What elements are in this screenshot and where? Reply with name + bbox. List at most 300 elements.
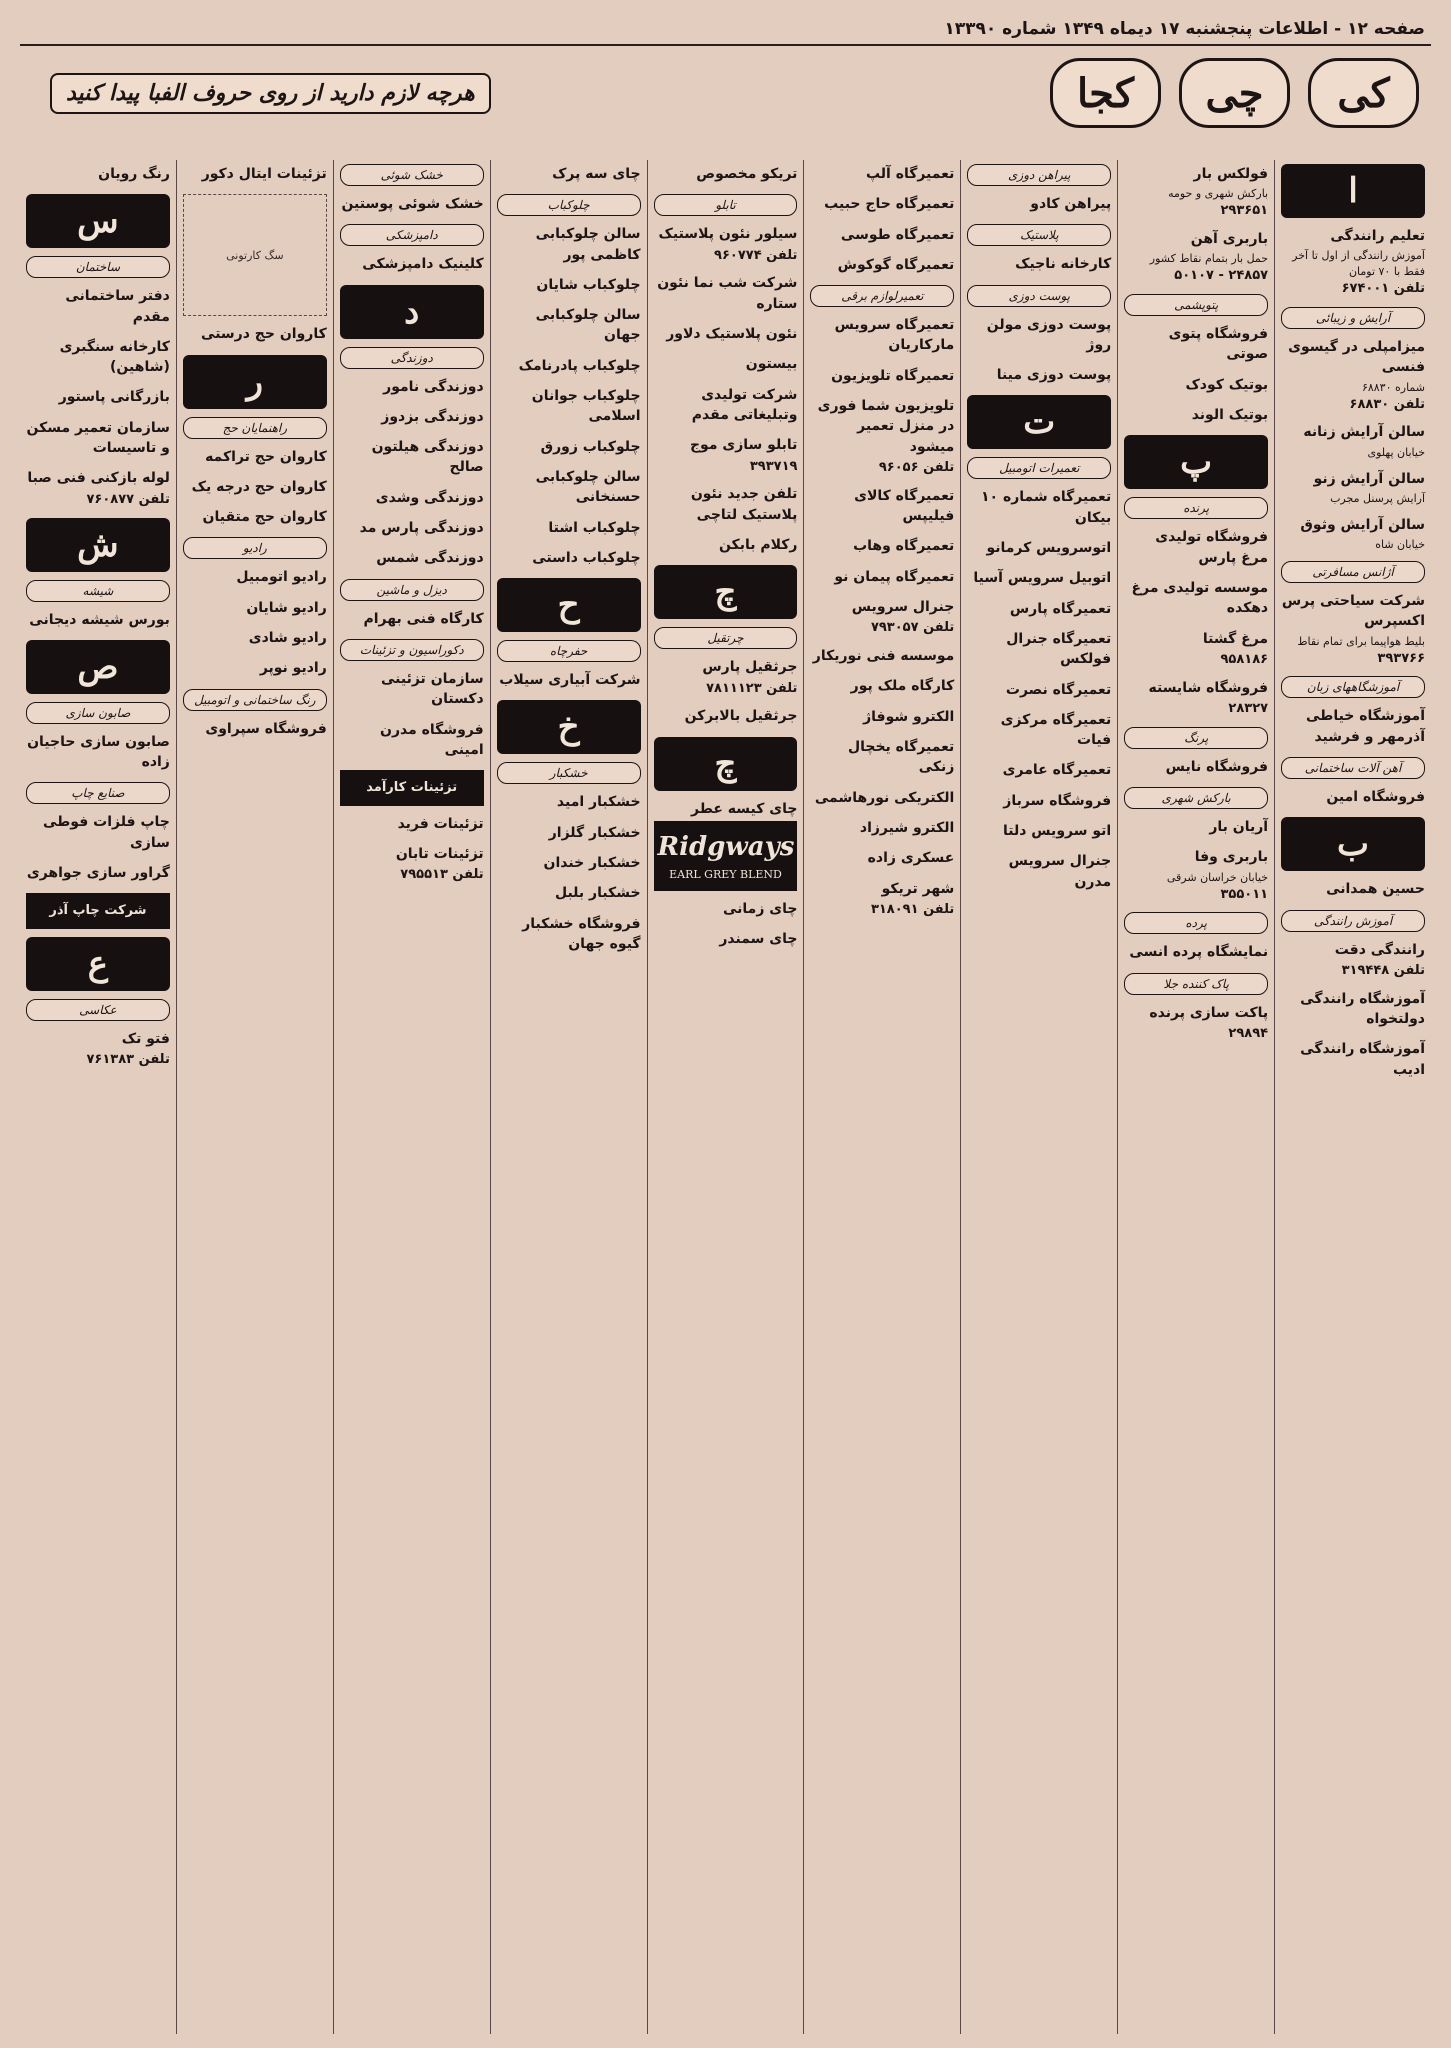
classified-ad xyxy=(967,710,1111,753)
ad-title: کاروان حج درستی xyxy=(201,326,327,343)
classified-ad xyxy=(1124,629,1268,670)
classified-ad xyxy=(1281,1039,1425,1082)
ad-title: چاپ فلزات فوطی سازی xyxy=(42,814,170,851)
ad-title: فروشگاه نایس xyxy=(1165,758,1269,775)
classified-ad xyxy=(810,255,954,277)
ad-title: خشکبار خندان xyxy=(543,855,641,872)
classified-ad xyxy=(810,225,954,247)
illustration: سگ کارتونی xyxy=(183,194,327,316)
newspaper-page xyxy=(20,14,1431,2034)
classified-ad xyxy=(497,386,641,429)
column-2 xyxy=(1117,160,1274,2034)
classified-ad xyxy=(1281,591,1425,668)
classified-ad xyxy=(340,488,484,510)
classified-ad xyxy=(26,164,170,186)
ad-title: بورس شیشه دیجانی xyxy=(29,611,170,628)
ad-phone: ۲۹۸۹۴ xyxy=(1228,1026,1269,1042)
section-letter: ت xyxy=(967,395,1111,449)
classified-ad xyxy=(1124,527,1268,570)
category-header: راهنمایان حج xyxy=(183,417,327,439)
column-5 xyxy=(647,160,804,2034)
section-letter: پ xyxy=(1124,435,1268,489)
classified-ad xyxy=(654,164,798,186)
category-header: پوست دوزی xyxy=(967,285,1111,307)
ad-title: خشکبار بلبل xyxy=(554,885,641,902)
ad-body: شماره ۶۸۸۳۰ xyxy=(1361,380,1425,394)
ad-title: نئون پلاستیک دلاور xyxy=(666,326,798,343)
ad-title: تعمیرگاه یخچال زنکی xyxy=(847,739,955,776)
classified-ad xyxy=(1281,940,1425,981)
ad-title: دوزندگی هیلتون صالح xyxy=(371,439,484,476)
ad-title: چلوکباب اشتا xyxy=(548,519,641,536)
classified-ad xyxy=(183,324,327,346)
ad-title: دوزندگی بزدوز xyxy=(381,408,484,425)
category-header: آژانس مسافرتی xyxy=(1281,561,1425,583)
classified-ad xyxy=(497,224,641,267)
ad-title: پاکت سازی پرنده xyxy=(1149,1004,1269,1021)
classified-ad xyxy=(1281,879,1425,901)
ad-title: فروشگاه شایسته xyxy=(1148,679,1269,696)
category-header: آموزش رانندگی xyxy=(1281,910,1425,932)
ad-phone: ۳۵۵۰۱۱ xyxy=(1220,886,1269,902)
category-header: بارکش شهری xyxy=(1124,787,1268,809)
classified-ad xyxy=(340,407,484,429)
ad-title: تابلو سازی موج xyxy=(689,437,798,454)
ad-phone: ۹۵۸۱۸۶ xyxy=(1220,651,1269,667)
column-7 xyxy=(333,160,490,2034)
ad-title: تعمیرگاه گوکوش xyxy=(837,256,955,273)
ad-phone: ۳۹۳۷۱۹ xyxy=(749,458,798,474)
ad-body: آموزش رانندگی از اول تا آخر فقط با ۷۰ تومان xyxy=(1292,249,1425,279)
ad-phone: تلفن ۷۶۱۳۸۳ xyxy=(86,1052,170,1068)
ad-title: فروشگاه سرباز xyxy=(1003,792,1112,809)
ad-phone: تلفن ۶۸۸۳۰ xyxy=(1349,396,1425,412)
classified-ad xyxy=(1281,226,1425,299)
classified-ad xyxy=(1124,375,1268,397)
classified-ad xyxy=(967,194,1111,216)
ad-title: خشکبار امید xyxy=(556,794,641,811)
brand-sub: EARL GREY BLEND xyxy=(669,867,782,881)
ad-title: کلینیک دامپزشکی xyxy=(362,256,484,273)
ad-title: تزئینات فرید xyxy=(397,815,484,832)
classified-ad xyxy=(497,914,641,957)
ad-title: تعمیرگاه شماره ۱۰ بیکان xyxy=(981,489,1112,526)
classified-ad xyxy=(810,879,954,920)
column-6 xyxy=(490,160,647,2034)
column-4 xyxy=(803,160,960,2034)
ad-title: جرثقیل پارس xyxy=(702,659,798,676)
classified-ad xyxy=(967,254,1111,276)
classified-ad xyxy=(654,435,798,476)
classified-ad xyxy=(340,548,484,570)
classified-ad xyxy=(340,518,484,540)
classified-ad xyxy=(26,1029,170,1070)
classified-ad xyxy=(183,658,327,680)
classified-ad xyxy=(654,899,798,921)
classified-ad xyxy=(497,883,641,905)
classified-ad xyxy=(654,657,798,698)
category-header: پلاستیک xyxy=(967,224,1111,246)
ad-title: آموزشگاه رانندگی دولتخواه xyxy=(1300,990,1425,1028)
classified-ad xyxy=(183,164,327,186)
column-9 xyxy=(20,160,176,2034)
ad-title: رنگ رویان xyxy=(98,166,170,182)
ad-phone: ۳۹۳۷۶۶ xyxy=(1377,650,1425,666)
ad-title: الکترو شوفاژ xyxy=(863,708,955,725)
classified-ad xyxy=(1281,469,1425,507)
category-header: دامپزشکی xyxy=(340,224,484,246)
classified-ad xyxy=(654,224,798,265)
ad-title: سالن آرایش زنانه xyxy=(1303,424,1425,441)
ad-phone: ۲۸۳۲۷ xyxy=(1228,700,1269,716)
classified-ad xyxy=(26,610,170,632)
classified-ad xyxy=(967,315,1111,358)
category-header: رنگ ساختمانی و اتومبیل xyxy=(183,689,327,711)
classified-ad xyxy=(340,669,484,712)
ad-title: الکتریکی نورهاشمی xyxy=(814,789,955,806)
classified-ad xyxy=(967,821,1111,843)
ad-title: الکترو شیرزاد xyxy=(859,819,955,836)
classified-ad xyxy=(183,719,327,741)
classified-ad xyxy=(1124,817,1268,839)
ad-title: پوست دوزی مینا xyxy=(996,367,1112,384)
classified-ad xyxy=(26,863,170,885)
section-letter: چ xyxy=(654,737,798,791)
section-letter: ب xyxy=(1281,817,1425,871)
classified-ad xyxy=(26,732,170,775)
ad-title: تعمیرگاه پیمان نو xyxy=(834,568,955,585)
classified-ad xyxy=(810,676,954,698)
ad-title: رادیو شادی xyxy=(248,630,327,647)
header-text: صفحه ۱۲ - اطلاعات پنجشنبه ۱۷ دیماه ۱۳۴۹ شماره ۱۳۳۹۰ xyxy=(944,19,1425,39)
classified-ad xyxy=(1124,324,1268,367)
category-header: حفرچاه xyxy=(497,640,641,662)
ad-columns xyxy=(20,160,1431,2034)
ad-title: آموزشگاه رانندگی ادیب xyxy=(1300,1041,1425,1078)
category-header: دوزندگی xyxy=(340,347,484,369)
classified-ad xyxy=(967,487,1111,530)
classified-ad xyxy=(810,366,954,388)
classified-ad xyxy=(810,315,954,358)
ad-title: مرغ گشتا xyxy=(1202,630,1269,647)
classified-ad xyxy=(497,518,641,540)
ad-title: چلوکباب داستی xyxy=(532,549,641,566)
category-header: تابلو xyxy=(654,194,798,216)
ad-title: خشک شوئی پوستین xyxy=(341,196,484,212)
classified-ad xyxy=(26,387,170,409)
classified-ad xyxy=(810,536,954,558)
classified-ad xyxy=(1124,405,1268,427)
ad-title: موسسه تولیدی مرغ دهکده xyxy=(1131,579,1269,617)
category-header: پتوپشمی xyxy=(1124,294,1268,316)
ad-title: چلوکباب پادرنامک xyxy=(518,357,641,374)
category-header: آموزشگاههای زبان xyxy=(1281,676,1425,698)
classified-ad xyxy=(967,791,1111,813)
ad-title: اتوبیل سرویس آسیا xyxy=(973,570,1112,587)
ad-title: رکلام بابکن xyxy=(718,536,798,553)
classified-ad xyxy=(26,337,170,380)
classified-ad xyxy=(26,286,170,329)
ad-title: تعمیرگاه پارس xyxy=(1009,600,1112,617)
ad-title: کاروان حج تراکمه xyxy=(205,448,327,465)
ad-title: رادیو نوپر xyxy=(259,660,327,677)
classified-ad xyxy=(1124,847,1268,904)
classified-ad xyxy=(810,818,954,840)
classified-ad xyxy=(1124,578,1268,621)
ad-title: سازمان تزئینی دکستان xyxy=(381,670,484,708)
ad-title: تزئینات ایتال دکور xyxy=(201,166,327,182)
category-header: پرنگ xyxy=(1124,727,1268,749)
ad-body: خیابان شاه xyxy=(1375,538,1425,552)
classified-ad xyxy=(340,720,484,763)
classified-ad xyxy=(340,814,484,836)
ad-title: تعمیرگاه وهاب xyxy=(853,538,955,555)
ad-title: لوله بازکنی فنی صبا xyxy=(27,470,170,487)
category-header: آهن آلات ساختمانی xyxy=(1281,757,1425,779)
ad-title: فروشگاه مدرن امینی xyxy=(380,721,484,758)
classified-ad xyxy=(497,356,641,378)
ad-phone: تلفن ۷۸۱۱۱۲۳ xyxy=(706,680,798,696)
classified-ad xyxy=(340,377,484,399)
classified-ad xyxy=(1124,229,1268,286)
section-letter: ح xyxy=(497,578,641,632)
classified-ad xyxy=(1281,422,1425,460)
ad-body: حمل بار بتمام نقاط کشور xyxy=(1149,252,1269,266)
ad-title: تریکو مخصوص xyxy=(696,166,798,182)
ad-title: بوتیک کودک xyxy=(1185,376,1269,393)
classified-ad xyxy=(967,851,1111,894)
ad-phone: تلفن ۳۱۸۰۹۱ xyxy=(870,901,955,917)
masthead-koja: کجا xyxy=(1050,58,1161,128)
classified-ad xyxy=(497,853,641,875)
ad-title: تعمیرگاه کالای فیلیپس xyxy=(854,487,955,525)
ad-title: جنرال سرویس xyxy=(851,599,955,615)
classified-ad xyxy=(810,164,954,186)
ad-phone: تلفن ۹۶۰۷۷۴ xyxy=(714,247,798,263)
brand-name: Ridgways xyxy=(657,831,795,862)
classified-ad xyxy=(340,254,484,276)
ad-title: تعمیرگاه جنرال فولکس xyxy=(1006,630,1112,668)
ad-phone: تلفن ۶۷۴۰۰۱ xyxy=(1341,281,1425,297)
ad-title: حسین همدانی xyxy=(1326,881,1425,898)
classified-ad xyxy=(497,437,641,459)
classified-ad xyxy=(183,447,327,469)
ad-title: شرکت تولیدی وتبلیغاتی مقدم xyxy=(691,386,798,423)
featured-ad: شرکت چاپ آذر xyxy=(26,893,170,929)
classified-ad xyxy=(26,418,170,461)
ad-title: چای سه پرک xyxy=(552,166,641,182)
category-header: خشک شوئی xyxy=(340,164,484,186)
section-letter: چ xyxy=(654,565,798,619)
classified-ad xyxy=(810,396,954,478)
ad-title: تعمیرگاه حاج حبیب xyxy=(824,196,955,213)
classified-ad xyxy=(183,567,327,589)
classified-ad xyxy=(810,597,954,638)
category-header: پاک کننده جلا xyxy=(1124,973,1268,995)
classified-ad xyxy=(340,437,484,480)
category-header: تعمیرات اتومبیل xyxy=(967,457,1111,479)
ad-title: تزئینات تابان xyxy=(395,845,484,862)
classified-ad xyxy=(1281,787,1425,809)
masthead-chi: چی xyxy=(1179,58,1290,128)
ad-phone: تلفن ۳۱۹۴۴۸ xyxy=(1341,962,1425,978)
classified-ad xyxy=(497,305,641,348)
ad-title: کارگاه ملک پور xyxy=(850,678,955,695)
classified-ad xyxy=(1124,164,1268,221)
category-header: رادیو xyxy=(183,537,327,559)
ad-title: پوست دوزی مولن روژ xyxy=(986,316,1112,353)
classified-ad xyxy=(810,646,954,668)
classified-ad xyxy=(654,484,798,527)
ad-body: خیابان خراسان شرقی xyxy=(1166,870,1269,884)
ad-title: تعمیرگاه عامری xyxy=(1002,762,1112,779)
ad-title: فروشگاه پتوی صوتی xyxy=(1168,326,1269,363)
featured-ad: تزئینات کارآمد xyxy=(340,770,484,806)
category-header: صنایع چاپ xyxy=(26,782,170,804)
section-letter: ع xyxy=(26,937,170,991)
classified-ad xyxy=(183,507,327,529)
ad-title: شرکت سیاحتی پرس اکسپرس xyxy=(1281,593,1425,630)
slogan: هرچه لازم دارید از روی حروف الفبا پیدا کنید xyxy=(50,73,491,114)
ad-title: تعمیرگاه آلپ xyxy=(865,166,955,182)
category-header: پرده xyxy=(1124,912,1268,934)
column-1 xyxy=(1274,160,1431,2034)
classified-ad xyxy=(183,628,327,650)
classified-ad xyxy=(183,598,327,620)
ad-title: کارخانه سنگبری (شاهین) xyxy=(59,338,170,376)
section-letter: س xyxy=(26,194,170,248)
ad-title: سیلور نئون پلاستیک xyxy=(658,226,798,243)
ad-title: رادیو شایان xyxy=(246,599,327,616)
ad-title: اتو سرویس دلتا xyxy=(1002,823,1112,840)
ad-title: کارخانه ناجیک xyxy=(1015,256,1112,273)
ad-title: نمایشگاه پرده انسی xyxy=(1129,944,1269,961)
ad-title: رانندگی دقت xyxy=(1334,941,1425,958)
classified-ad xyxy=(1281,989,1425,1032)
ad-title: دوزندگی شمس xyxy=(376,550,484,567)
ad-title: آریان بار xyxy=(1209,819,1269,836)
ad-title: کاروان حج درجه یک xyxy=(191,478,327,495)
ad-title: فروشگاه سپراوی xyxy=(205,720,327,737)
ad-title: فروشگاه تولیدی مرغ پارس xyxy=(1155,529,1269,566)
category-header: عکاسی xyxy=(26,999,170,1021)
classified-ad xyxy=(654,273,798,316)
ad-title: شهر تریکو xyxy=(881,880,955,897)
classified-ad xyxy=(654,324,798,346)
classified-ad xyxy=(497,548,641,570)
ad-title: شرکت شب نما نئون ستاره xyxy=(657,275,798,312)
classified-ad xyxy=(497,823,641,845)
ad-title: چای کیسه عطر xyxy=(691,800,798,817)
classified-ad xyxy=(967,680,1111,702)
ad-title: خشکبار گلزار xyxy=(548,824,641,841)
ad-phone: تلفن ۷۶۰۸۷۷ xyxy=(86,491,170,507)
ad-title: سالن آرایش وثوق xyxy=(1300,516,1425,533)
classified-ad xyxy=(1124,757,1268,779)
ad-title: باربری آهن xyxy=(1190,231,1269,248)
ad-title: دوزندگی پارس مد xyxy=(359,520,484,537)
classified-ad xyxy=(497,670,641,692)
page-header-line xyxy=(20,14,1431,46)
ad-title: صابون سازی حاجیان زاده xyxy=(27,733,170,771)
ad-title: تعلیم رانندگی xyxy=(1330,228,1425,244)
ad-title: تعمیرگاه تلویزیون xyxy=(831,367,955,384)
category-header: آرایش و زیبائی xyxy=(1281,307,1425,329)
classified-ad xyxy=(497,467,641,510)
section-letter: د xyxy=(340,285,484,339)
classified-ad xyxy=(967,568,1111,590)
ad-title: موسسه فنی نوریکار xyxy=(812,648,955,665)
ad-title: آموزشگاه خیاطی آذرمهر و فرشید xyxy=(1305,708,1425,745)
ad-title: پیراهن کادو xyxy=(1030,196,1112,212)
ad-title: سازمان تعمیر مسکن و تاسیسات xyxy=(26,419,170,457)
masthead xyxy=(20,54,1431,132)
classified-ad xyxy=(810,707,954,729)
classified-ad xyxy=(967,599,1111,621)
ad-phone: تلفن ۷۹۵۵۱۳ xyxy=(400,867,484,883)
ad-title: سالن آرایش زنو xyxy=(1313,470,1425,487)
ad-title: چلوکباب زورق xyxy=(540,438,641,455)
classified-ad xyxy=(967,629,1111,672)
section-letter: ر xyxy=(183,355,327,409)
ad-title: میزامپلی در گیسوی فنسی xyxy=(1288,339,1425,376)
classified-ad xyxy=(1281,337,1425,414)
ad-title: تلفن جدید نئون پلاستیک لتاچی xyxy=(690,486,798,523)
category-header: صابون سازی xyxy=(26,702,170,724)
classified-ad xyxy=(497,164,641,186)
ad-body: بارکش شهری و حومه xyxy=(1168,187,1269,201)
ad-title: جرثقیل بالابرکن xyxy=(684,708,798,725)
classified-ad xyxy=(497,792,641,814)
classified-ad xyxy=(654,706,798,728)
ad-body: آرایش پرسنل مجرب xyxy=(1330,491,1425,505)
classified-ad xyxy=(26,812,170,855)
ad-title: سالن چلوکبابی حسنخانی xyxy=(535,468,641,506)
ad-title: باربری وفا xyxy=(1194,849,1269,866)
ad-title: چای سمندر xyxy=(719,930,798,947)
ad-title: دفتر ساختمانی مقدم xyxy=(65,288,170,325)
ad-title: جنرال سرویس مدرن xyxy=(1008,853,1112,890)
classified-ad xyxy=(1124,678,1268,719)
ad-phone: ۲۹۳۶۵۱ xyxy=(1220,203,1269,219)
classified-ad xyxy=(810,848,954,870)
category-header: شیشه xyxy=(26,580,170,602)
ad-title: کاروان حج متقیان xyxy=(202,509,327,526)
section-letter: ا xyxy=(1281,164,1425,218)
ad-title: شرکت آبیاری سیلاب xyxy=(499,672,641,689)
classified-ad xyxy=(340,609,484,631)
ad-title: چلوکباب شایان xyxy=(536,276,641,293)
classified-ad xyxy=(810,194,954,216)
ad-body: بلیط هواپیما برای تمام نقاط xyxy=(1297,634,1425,648)
ad-title: سالن چلوکبابی جهان xyxy=(535,307,641,344)
ad-title: عسکری زاده xyxy=(867,850,955,867)
classified-ad xyxy=(497,275,641,297)
ad-title: فتو تک xyxy=(121,1030,170,1047)
ad-title: دوزندگی وشدی xyxy=(375,489,484,506)
ad-title: سالن چلوکبابی کاظمی پور xyxy=(535,226,641,263)
ad-title: اتوسرویس کرمانو xyxy=(986,540,1112,557)
ad-title: فروشگاه خشکبار گیوه جهان xyxy=(522,915,641,952)
classified-ad xyxy=(1281,515,1425,553)
category-header: دکوراسیون و تزئینات xyxy=(340,639,484,661)
category-header: پیراهن دوزی xyxy=(967,164,1111,186)
section-letter: خ xyxy=(497,700,641,754)
ad-phone: ۲۴۸۵۷ - ۵۰۱۰۷ xyxy=(1174,268,1269,284)
ad-title: گراور سازی جواهری xyxy=(26,865,170,881)
classified-ad xyxy=(810,788,954,810)
ad-title: رادیو اتومبیل xyxy=(236,569,327,586)
